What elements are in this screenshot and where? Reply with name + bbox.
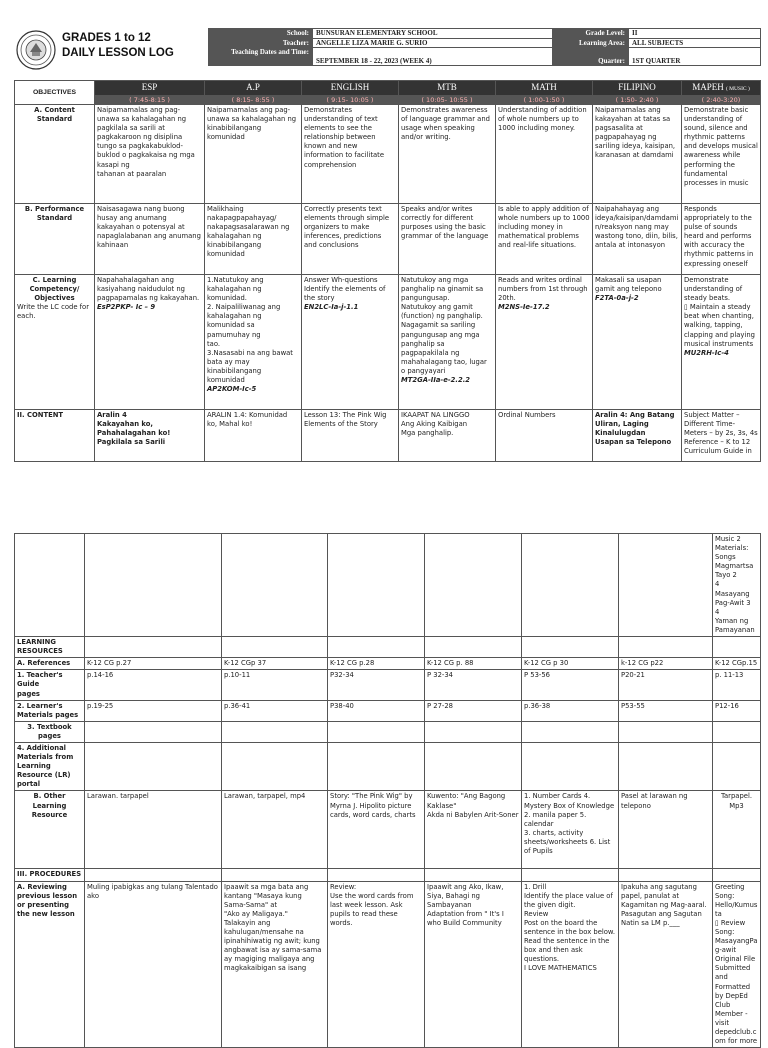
subject-filipino: FILIPINO [593,81,682,96]
ps-mapeh: Responds appropriately to the pulse of sounds heard and performs with accuracy the rhythmic patterns in expressing oneself [682,204,761,275]
dates-label: Teaching Dates and Time: [209,48,313,66]
subject-mapeh-sub: ( MUSIC ) [725,86,750,92]
other-esp: Larawan. tarpapel [85,791,222,869]
tg-english: P32-34 [328,670,425,700]
time-math: ( 1:00-1:50 ) [496,96,593,105]
lm-label: 2. Learner's Materials pages [15,700,85,721]
ref-mtb: K-12 CG p. 88 [425,658,522,670]
header-info-table [208,28,761,66]
cs-esp: Naipamamalas ang pag-unawa sa kahalagahan ng pagkilala sa sarili at pagkakaroon ng disiplina tungo sa pagkakabuklod-buklod o pagkakaisa ng mga kasapi ng tahanan at paaralan [95,105,205,204]
cs-mtb: Demonstrates awareness of language grammar and usage when speaking and/or writing. [399,105,496,204]
ref-english: K-12 CG p.28 [328,658,425,670]
grade-label: Grade Level: [553,29,629,39]
cs-mapeh: Demonstrate basic understanding of sound, silence and rhythmic patterns and develops musical awareness while performing the fundamental processes in music [682,105,761,204]
lc-esp-text: Napahahalagahan ang kasiyahang naidudulot ng pagpapamalas ng kakayahan. [97,276,200,303]
textbook-label: 3. Textbook pages [15,721,85,742]
content-english: Lesson 13: The Pink Wig Elements of the Story [302,410,399,462]
other-label: B. Other Learning Resource [15,791,85,869]
learning-resources-row [15,637,761,658]
other-english: Story: "The Pink Wig" by Myrna J. Hipolito picture cards, word cards, charts [328,791,425,869]
subject-esp: ESP [95,81,205,96]
lc-math-text: Reads and writes ordinal numbers from 1st through 20th. [498,276,588,303]
rev-english: Review: Use the word cards from last week lesson. Ask pupils to read these words. [328,881,425,1048]
rev-filipino: Ipakuha ang sagutang papel, panulat at Kagamitan ng Mag-aaral. Pasagutan ang Sagutan Natin sa LM p.___ [619,881,713,1048]
ref-mapeh: K-12 CGp.15 [713,658,761,670]
ps-ap: Malikhaing nakapagpapahayag/ nakapagsasalarawan ng kahalagahan ng kinabibilangang komunidad [205,204,302,275]
time-filipino: ( 1:50- 2:40 ) [593,96,682,105]
procedures-label: III. PROCEDURES [15,869,85,881]
school-value: BUNSURAN ELEMENTARY SCHOOL [313,29,553,39]
performance-standard-row [15,204,761,275]
tg-ap: p.10-11 [222,670,328,700]
lc-math-code: M2NS-Ie-17.2 [498,303,550,312]
ref-filipino: k-12 CG p22 [619,658,713,670]
reviewing-row [15,881,761,1048]
lc-math [496,275,593,410]
lc-english-text: Answer Wh-questions Identify the elements of the story [304,276,386,303]
lc-ap-text: 1.Natutukoy ang kahalagahan ng komunidad. 2. Naipaliliwanag ang kahalagahan ng komunidad sa pamumuhay ng tao. 3.Nasasabi na ang bawat bata ay may kinabibilangang komunidad [207,276,293,385]
content-standard-row [15,105,761,204]
other-math: 1. Number Cards 4. Mystery Box of Knowledge 2. manila paper 5. calendar 3. charts, activity sheets/worksheets 6. List of Pupils [522,791,619,869]
ps-filipino: Naipahahayag ang ideya/kaisipan/damdami n/reaksyon nang may wastong tono, diin, bilis, antala at intonasyon [593,204,682,275]
lc-english-code: EN2LC-Ia-j-1.1 [304,303,359,312]
rev-math: 1. Drill Identify the place value of the given digit. Review Post on the board the sentence in the box below. Read the sentence in the box and then ask questions. I LOVE MATHEMATICS [522,881,619,1048]
ps-esp: Naisasagawa nang buong husay ang anumang kakayahan o potensyal at napaglalabanan ang anumang kahinaan [95,204,205,275]
lc-mapeh-text: Demonstrate understanding of steady beats. ▯ Maintain a steady beat when chanting, walking, tapping, clapping and playing musical instruments [684,276,755,348]
references-row [15,658,761,670]
teacher-label: Teacher: [209,38,313,48]
subject-ap: A.P [205,81,302,96]
content-filipino: Aralin 4: Ang Batang Uliran, Laging Kinalulugdan Usapan sa Telepono [593,410,682,462]
ps-english: Correctly presents text elements through simple organizers to make inferences, predictions and conclusions [302,204,399,275]
ref-math: K-12 CG p 30 [522,658,619,670]
time-english: ( 9:15- 10:05 ) [302,96,399,105]
deped-seal-logo [16,30,56,70]
title-line-1: GRADES 1 to 12 [62,32,151,44]
lm-row [15,700,761,721]
school-label: School: [209,29,313,39]
additional-materials-row [15,742,761,790]
quarter-label: Quarter: [553,48,629,66]
dates-value: SEPTEMBER 18 - 22, 2023 (WEEK 4) [313,48,553,66]
cs-ap: Naipamamalas ang pag-unawa sa kahalagahan ng kinabibilangang komunidad [205,105,302,204]
tg-filipino: P20-21 [619,670,713,700]
rev-ap: Ipaawit sa mga bata ang kantang "Masaya kung Sama-Sama" at "Ako ay Maligaya." Talakayin ang kahulugan/mensahe na ipinahihiwatig ng awit; kung angbawat isa ay sama-sama ay magiging maligaya ang magkakaibigan sa isang [222,881,328,1048]
continued-mapeh: Music 2 Materials: Songs Magmartsa Tayo 2 4 Masayang Pag-Awit 3 4 Yaman ng Pamayanan [713,534,761,637]
lc-mtb-text: Natutukoy ang mga panghalip na ginamit sa pangungusap. Natutukoy ang gamit (function) ng panghalip. Nagagamit sa sariling pangungusap ang mga panghalip sa pagpapakilala ng mahahalagang tao, lugar o pangyayari [401,276,487,375]
additional-label: 4. Additional Materials from Learning Resource (LR) portal [15,742,85,790]
procedures-row [15,869,761,881]
tg-label: 1. Teacher's Guide pages [15,670,85,700]
lc-ap [205,275,302,410]
other-mapeh: Tarpapel. Mp3 [713,791,761,869]
textbook-row [15,721,761,742]
lm-esp: p.19-25 [85,700,222,721]
competency-label: C. Learning Competency/ Objectives [29,276,80,303]
continued-row [15,534,761,637]
quarter-value: 1ST QUARTER [629,48,761,66]
ref-esp: K-12 CG p.27 [85,658,222,670]
other-filipino: Pasel at larawan ng telepono [619,791,713,869]
rev-mtb: Ipaawit ang Ako, Ikaw, Siya, Bahagi ng Sambayanan Adaptation from " It's I who Build Community [425,881,522,1048]
area-label: Learning Area: [553,38,629,48]
time-mapeh: ( 2:40-3:20) [682,96,761,105]
time-mtb: ( 10:05- 10:55 ) [399,96,496,105]
rev-esp: Muling ipabigkas ang tulang Talentado ako [85,881,222,1048]
subject-mapeh-name: MAPEH [692,82,724,92]
time-esp: ( 7:45-8:15 ) [95,96,205,105]
content-ap: ARALIN 1.4: Komunidad ko, Mahal ko! [205,410,302,462]
teacher-value: ANGELLE LIZA MARIE G. SURIO [313,38,553,48]
lc-english [302,275,399,410]
rev-mapeh: Greeting Song: Hello/Kumusta ▯ Review Song: MasayangPag-awit Original File Submitted and Formatted by DepEd Club Member - visit depedclub.com for more [713,881,761,1048]
content-math: Ordinal Numbers [496,410,593,462]
lc-mtb-code: MT2GA-IIa-e-2.2.2 [401,376,471,385]
cs-filipino: Naipamamalas ang kakayahan at tatas sa pagsasalita at pagpapahayag ng sariling ideya, kaisipan, karanasan at damdami [593,105,682,204]
lc-esp [95,275,205,410]
lm-ap: p.36-41 [222,700,328,721]
content-label: II. CONTENT [15,410,95,462]
grade-value: II [629,29,761,39]
document-header [14,28,760,74]
ps-math: Is able to apply addition of whole numbers up to 1000 including money in mathematical problems and real-life situations. [496,204,593,275]
lm-mtb: P 27-28 [425,700,522,721]
lc-filipino-text: Makasali sa usapan gamit ang telepono [595,276,662,294]
cs-math: Understanding of addition of whole numbers up to 1000 including money. [496,105,593,204]
area-value: ALL SUBJECTS [629,38,761,48]
lc-filipino [593,275,682,410]
other-resources-row [15,791,761,869]
reviewing-label: A. Reviewing previous lesson or presenting the new lesson [15,881,85,1048]
learning-resources-label: LEARNING RESOURCES [15,637,85,658]
objectives-header: OBJECTIVES [15,81,95,105]
document-title [62,31,174,61]
performance-standard-label: B. Performance Standard [15,204,95,275]
lm-mapeh: P12-16 [713,700,761,721]
lc-mtb [399,275,496,410]
competency-label-cell [15,275,95,410]
tg-row [15,670,761,700]
tg-mapeh: p. 11-13 [713,670,761,700]
time-ap: ( 8:15- 8:55 ) [205,96,302,105]
tg-mtb: P 32-34 [425,670,522,700]
content-standard-label: A. Content Standard [15,105,95,204]
subject-math: MATH [496,81,593,96]
lm-english: P38-40 [328,700,425,721]
competency-note: Write the LC code for each. [17,303,90,321]
title-line-2: DAILY LESSON LOG [62,47,174,59]
content-mtb: IKAAPAT NA LINGGO Ang Aking Kaibigan Mga panghalip. [399,410,496,462]
references-label: A. References [15,658,85,670]
content-row [15,410,761,462]
subject-mtb: MTB [399,81,496,96]
lc-esp-code: EsP2PKP- Ic – 9 [97,303,156,312]
lc-mapeh-code: MU2RH-Ic-4 [684,348,729,357]
ref-ap: K-12 CGp 37 [222,658,328,670]
subject-english: ENGLISH [302,81,399,96]
subject-mapeh [682,81,761,96]
other-ap: Larawan, tarpapel, mp4 [222,791,328,869]
lm-filipino: P53-55 [619,700,713,721]
other-mtb: Kuwento: "Ang Bagong Kaklase" Akda ni Babylen Arit-Soner [425,791,522,869]
content-esp: Aralin 4 Kakayahan ko, Pahahalagahan ko! Pagkilala sa Sarili [95,410,205,462]
tg-esp: p.14-16 [85,670,222,700]
competency-row [15,275,761,410]
cs-english: Demonstrates understanding of text elements to see the relationship between known and new information to facilitate comprehension [302,105,399,204]
lc-mapeh [682,275,761,410]
lesson-log-table [14,80,761,462]
lesson-log-table-continued [14,533,761,1048]
lm-math: p.36-38 [522,700,619,721]
ps-mtb: Speaks and/or writes correctly for different purposes using the basic grammar of the language [399,204,496,275]
lc-ap-code: AP2KOM-Ic-5 [207,385,257,394]
tg-math: P 53-56 [522,670,619,700]
lc-filipino-code: F2TA-0a-j-2 [595,294,639,303]
content-mapeh: Subject Matter – Different Time-Meters – by 2s, 3s, 4s Reference – K to 12 Curriculum Guide in [682,410,761,462]
